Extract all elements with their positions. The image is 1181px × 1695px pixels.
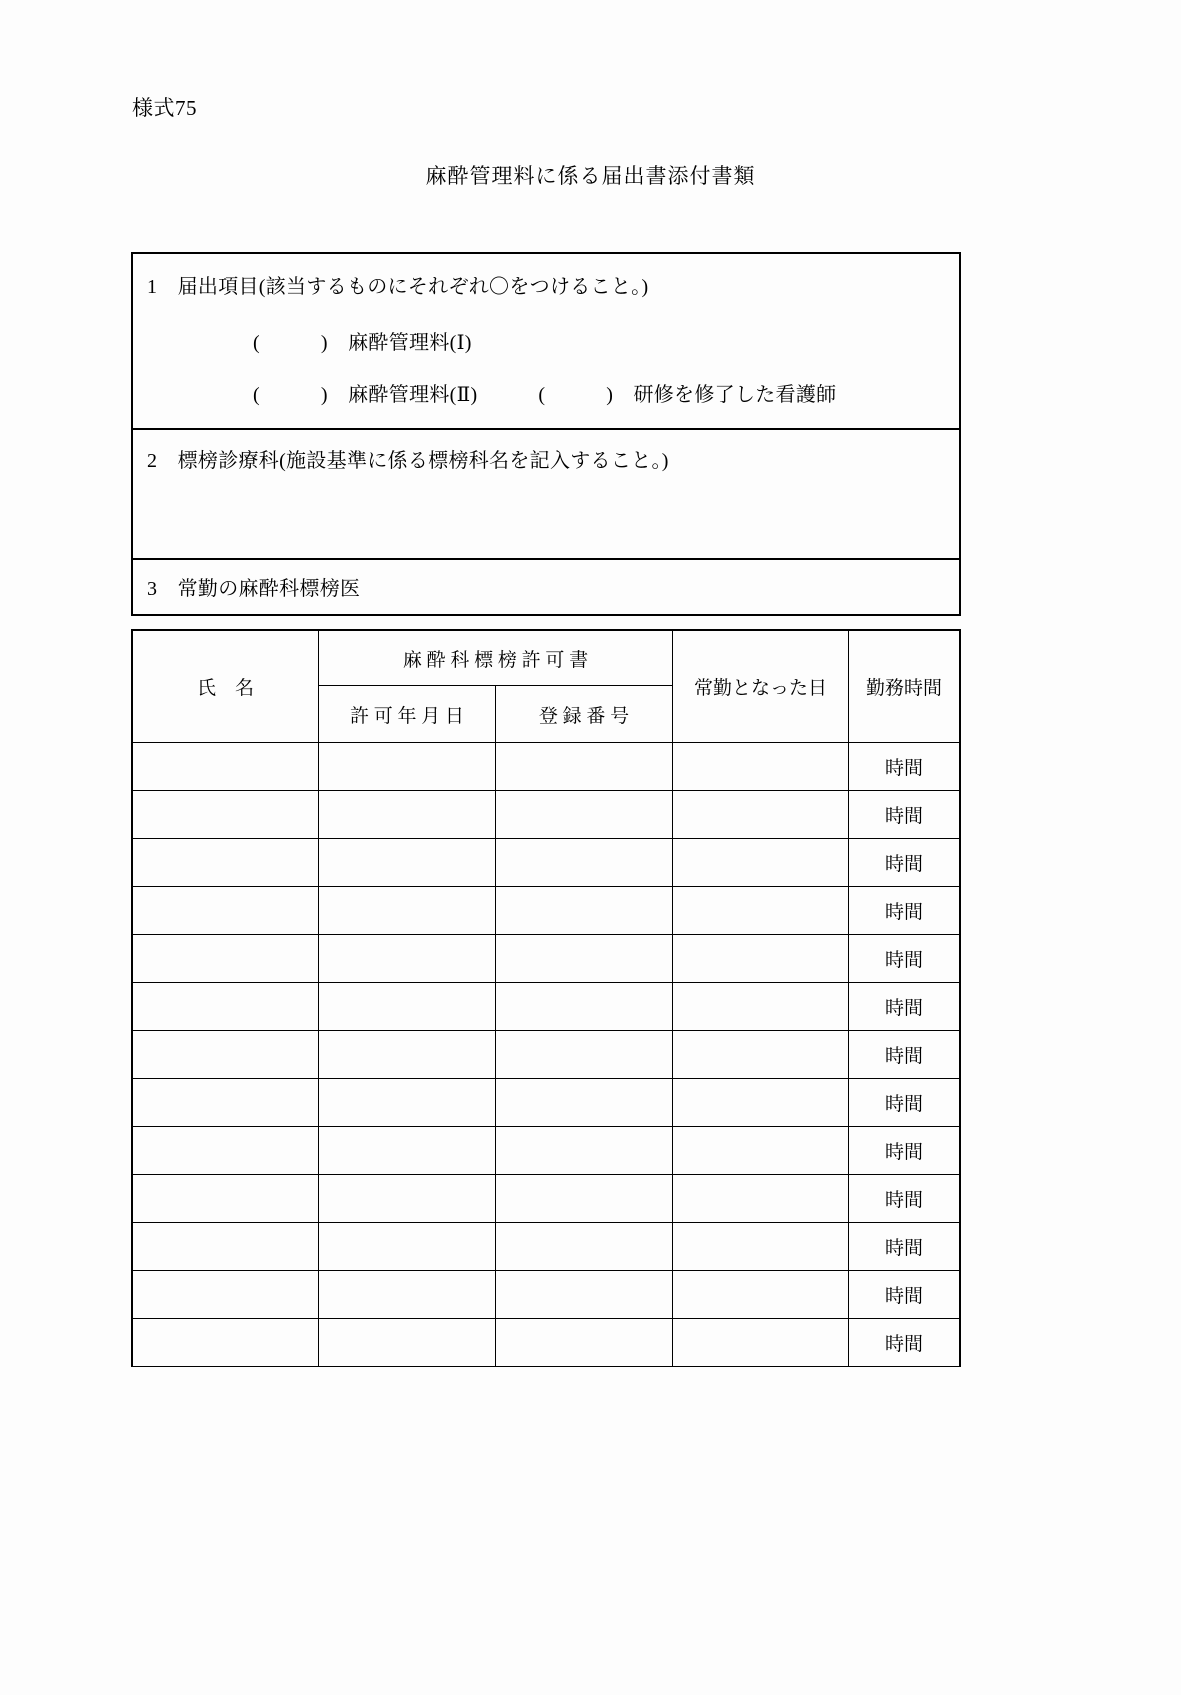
cell-fulltime-date[interactable] [673, 1271, 849, 1319]
table-header [132, 630, 960, 743]
cell-name[interactable] [132, 1031, 319, 1079]
cell-fulltime-date[interactable] [673, 791, 849, 839]
column-header-work-hours: 勤務時間 [849, 630, 961, 743]
table-row [132, 839, 960, 887]
cell-fulltime-date[interactable] [673, 1031, 849, 1079]
cell-work-hours[interactable]: 時間 [849, 887, 961, 935]
cell-name[interactable] [132, 1127, 319, 1175]
column-header-registration-no: 登 録 番 号 [496, 686, 673, 743]
section-notification-items [133, 254, 959, 430]
cell-registration-no[interactable] [496, 839, 673, 887]
cell-registration-no[interactable] [496, 743, 673, 791]
cell-permit-date[interactable] [319, 935, 496, 983]
cell-name[interactable] [132, 791, 319, 839]
table-row [132, 887, 960, 935]
column-header-certificate: 麻 酔 科 標 榜 許 可 書 [319, 630, 673, 686]
cell-fulltime-date[interactable] [673, 1079, 849, 1127]
cell-work-hours[interactable]: 時間 [849, 983, 961, 1031]
section1-heading: 1 届出項目(該当するものにそれぞれ〇をつけること。) [147, 276, 649, 298]
cell-permit-date[interactable] [319, 1079, 496, 1127]
cell-registration-no[interactable] [496, 1127, 673, 1175]
cell-work-hours[interactable]: 時間 [849, 1223, 961, 1271]
cell-registration-no[interactable] [496, 1079, 673, 1127]
cell-fulltime-date[interactable] [673, 1175, 849, 1223]
table-row [132, 1319, 960, 1367]
cell-permit-date[interactable] [319, 1127, 496, 1175]
table-row [132, 983, 960, 1031]
cell-registration-no[interactable] [496, 935, 673, 983]
cell-work-hours[interactable]: 時間 [849, 743, 961, 791]
cell-work-hours[interactable]: 時間 [849, 1271, 961, 1319]
cell-permit-date[interactable] [319, 743, 496, 791]
cell-permit-date[interactable] [319, 983, 496, 1031]
cell-name[interactable] [132, 1223, 319, 1271]
cell-name[interactable] [132, 743, 319, 791]
column-header-name: 氏 名 [132, 630, 319, 743]
cell-registration-no[interactable] [496, 1271, 673, 1319]
cell-name[interactable] [132, 1079, 319, 1127]
cell-registration-no[interactable] [496, 1223, 673, 1271]
cell-work-hours[interactable]: 時間 [849, 1031, 961, 1079]
cell-permit-date[interactable] [319, 1175, 496, 1223]
cell-fulltime-date[interactable] [673, 839, 849, 887]
table-row [132, 935, 960, 983]
cell-registration-no[interactable] [496, 1175, 673, 1223]
cell-registration-no[interactable] [496, 1319, 673, 1367]
cell-permit-date[interactable] [319, 1031, 496, 1079]
cell-name[interactable] [132, 935, 319, 983]
cell-work-hours[interactable]: 時間 [849, 1319, 961, 1367]
cell-fulltime-date[interactable] [673, 887, 849, 935]
cell-registration-no[interactable] [496, 983, 673, 1031]
table-header-row-1 [132, 630, 960, 686]
cell-fulltime-date[interactable] [673, 1319, 849, 1367]
cell-fulltime-date[interactable] [673, 1223, 849, 1271]
form-number: 様式75 [132, 96, 197, 120]
table-row [132, 1127, 960, 1175]
cell-name[interactable] [132, 887, 319, 935]
table-body [132, 743, 960, 1367]
table-row [132, 791, 960, 839]
cell-permit-date[interactable] [319, 791, 496, 839]
cell-permit-date[interactable] [319, 1319, 496, 1367]
table-row [132, 1223, 960, 1271]
cell-name[interactable] [132, 839, 319, 887]
cell-fulltime-date[interactable] [673, 1127, 849, 1175]
checkbox-option-anesthesia-management-2[interactable]: ( ) 麻酔管理料(Ⅱ) ( ) 研修を修了した看護師 [253, 384, 837, 406]
page-title: 麻酔管理料に係る届出書添付書類 [425, 164, 756, 188]
cell-name[interactable] [132, 983, 319, 1031]
cell-permit-date[interactable] [319, 1223, 496, 1271]
cell-permit-date[interactable] [319, 1271, 496, 1319]
cell-name[interactable] [132, 1319, 319, 1367]
cell-work-hours[interactable]: 時間 [849, 935, 961, 983]
table-row [132, 743, 960, 791]
table-row [132, 1031, 960, 1079]
cell-work-hours[interactable]: 時間 [849, 1175, 961, 1223]
table-row [132, 1175, 960, 1223]
checkbox-option-anesthesia-management-1[interactable]: ( ) 麻酔管理料(Ⅰ) [253, 332, 472, 354]
cell-registration-no[interactable] [496, 791, 673, 839]
table-row [132, 1079, 960, 1127]
table-row [132, 1271, 960, 1319]
cell-registration-no[interactable] [496, 1031, 673, 1079]
section2-heading: 2 標榜診療科(施設基準に係る標榜科名を記入すること。) [147, 450, 669, 472]
cell-registration-no[interactable] [496, 887, 673, 935]
cell-name[interactable] [132, 1175, 319, 1223]
cell-work-hours[interactable]: 時間 [849, 1127, 961, 1175]
anesthesiologist-table [131, 629, 961, 1367]
form-body [131, 252, 961, 616]
cell-fulltime-date[interactable] [673, 983, 849, 1031]
cell-name[interactable] [132, 1271, 319, 1319]
column-header-fulltime-date: 常勤となった日 [673, 630, 849, 743]
cell-permit-date[interactable] [319, 887, 496, 935]
section-department-name [133, 430, 959, 560]
cell-fulltime-date[interactable] [673, 743, 849, 791]
cell-permit-date[interactable] [319, 839, 496, 887]
cell-work-hours[interactable]: 時間 [849, 1079, 961, 1127]
cell-work-hours[interactable]: 時間 [849, 791, 961, 839]
column-header-permit-date: 許 可 年 月 日 [319, 686, 496, 743]
section-fulltime-anesthesiologist [133, 560, 959, 616]
cell-fulltime-date[interactable] [673, 935, 849, 983]
section3-heading: 3 常勤の麻酔科標榜医 [147, 578, 361, 600]
cell-work-hours[interactable]: 時間 [849, 839, 961, 887]
